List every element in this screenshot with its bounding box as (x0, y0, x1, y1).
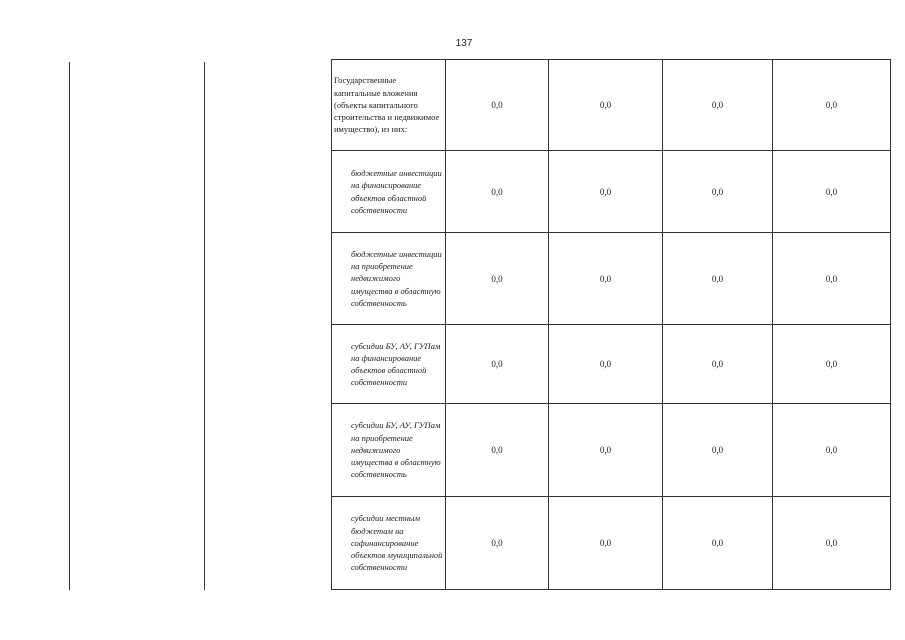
table-cell: 0,0 (773, 233, 891, 325)
column-divider-middle (204, 62, 205, 590)
table-cell: 0,0 (773, 404, 891, 497)
table-cell: 0,0 (549, 325, 663, 404)
table-cell: 0,0 (663, 151, 773, 233)
table-cell: 0,0 (446, 233, 549, 325)
table-row (332, 60, 891, 151)
table-cell: 0,0 (446, 497, 549, 590)
table-cell: 0,0 (446, 60, 549, 151)
table-cell: 0,0 (549, 151, 663, 233)
row-label: Государственные капитальные вложения (объекты капитального строительства и недвижимое имущество), из них: (332, 60, 446, 151)
table-cell: 0,0 (549, 60, 663, 151)
table-cell: 0,0 (773, 497, 891, 590)
table-row (332, 325, 891, 404)
table-cell: 0,0 (663, 60, 773, 151)
table-cell: 0,0 (446, 151, 549, 233)
row-label: бюджетные инвестиции на финансирование объектов областной собственности (332, 151, 446, 233)
table-row (332, 404, 891, 497)
row-label: субсидии БУ, АУ, ГУПам на приобретение недвижимого имущества в областную собственность (332, 404, 446, 497)
table-cell: 0,0 (446, 325, 549, 404)
row-label: субсидии местным бюджетам на софинансирование объектов муниципальной собственности (332, 497, 446, 590)
table-cell: 0,0 (663, 325, 773, 404)
row-label: бюджетные инвестиции на приобретение недвижимого имущества в областную собственность (332, 233, 446, 325)
page-number: 137 (455, 38, 473, 49)
table-cell: 0,0 (549, 404, 663, 497)
table-cell: 0,0 (663, 233, 773, 325)
table-row (332, 233, 891, 325)
table-cell: 0,0 (773, 325, 891, 404)
table-cell: 0,0 (446, 404, 549, 497)
column-divider-left (69, 62, 70, 590)
table-cell: 0,0 (663, 404, 773, 497)
table-cell: 0,0 (773, 151, 891, 233)
table-row (332, 497, 891, 590)
table-cell: 0,0 (549, 233, 663, 325)
table-cell: 0,0 (663, 497, 773, 590)
table-cell: 0,0 (773, 60, 891, 151)
row-label: субсидии БУ, АУ, ГУПам на финансирование объектов областной собственности (332, 325, 446, 404)
table-row (332, 151, 891, 233)
table-cell: 0,0 (549, 497, 663, 590)
budget-table (331, 59, 891, 590)
